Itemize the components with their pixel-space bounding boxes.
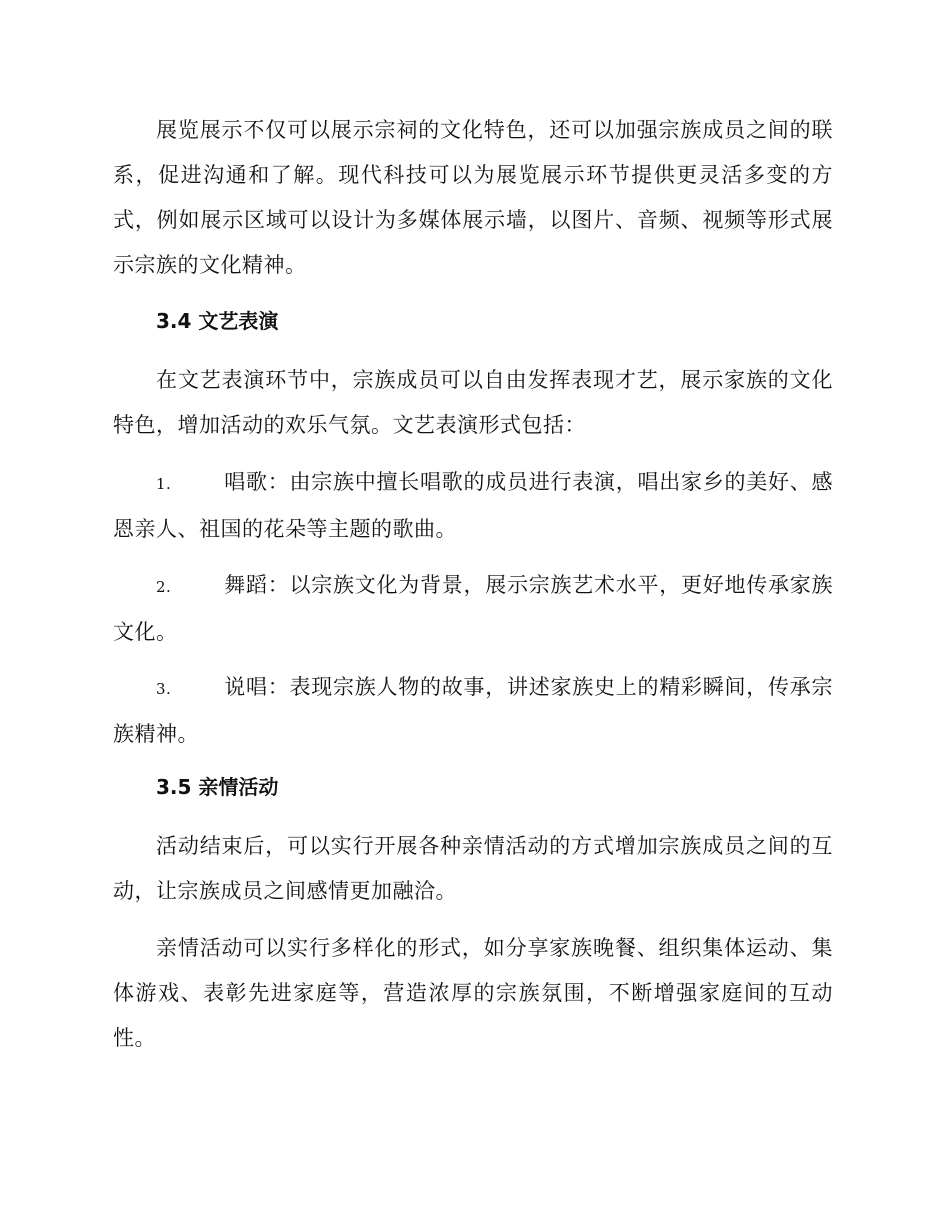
paragraph-performance-intro	[113, 358, 833, 448]
paragraph-exhibition	[113, 108, 833, 288]
paragraph-text: 亲情活动可以实行多样化的形式，如分享家族晚餐、组织集体运动、集体游戏、表彰先进家庭等，营造浓厚的宗族氛围，不断增强家庭间的互动性。	[113, 936, 833, 1050]
paragraph-text: 活动结束后，可以实行开展各种亲情活动的方式增加宗族成员之间的互动，让宗族成员之间感情更加融洽。	[113, 834, 833, 903]
list-text: 说唱：表现宗族人物的故事，讲述家族史上的精彩瞬间，传承宗族精神。	[113, 675, 833, 746]
list-text: 唱歌：由宗族中擅长唱歌的成员进行表演，唱出家乡的美好、感恩亲人、祖国的花朵等主题的歌曲。	[113, 470, 833, 541]
list-item	[113, 665, 833, 757]
heading-text: 3.5 亲情活动	[156, 775, 279, 799]
list-number: 3.	[156, 680, 172, 698]
list-text: 舞蹈：以宗族文化为背景，展示宗族艺术水平，更好地传承家族文化。	[113, 573, 833, 644]
section-heading-3-5	[113, 772, 833, 802]
paragraph-family-activity-forms	[113, 926, 833, 1061]
paragraph-family-activity-intro	[113, 824, 833, 914]
list-item	[113, 563, 833, 655]
heading-text: 3.4 文艺表演	[156, 309, 279, 333]
list-number: 2.	[156, 578, 172, 596]
section-heading-3-4	[113, 306, 833, 336]
list-item	[113, 460, 833, 552]
list-number: 1.	[156, 475, 172, 493]
paragraph-text: 在文艺表演环节中，宗族成员可以自由发挥表现才艺，展示家族的文化特色，增加活动的欢乐气氛。文艺表演形式包括：	[113, 368, 833, 437]
paragraph-text: 展览展示不仅可以展示宗祠的文化特色，还可以加强宗族成员之间的联系，促进沟通和了解。现代科技可以为展览展示环节提供更灵活多变的方式，例如展示区域可以设计为多媒体展示墙，以图片、音频、视频等形式展示宗族的文化精神。	[113, 118, 833, 277]
